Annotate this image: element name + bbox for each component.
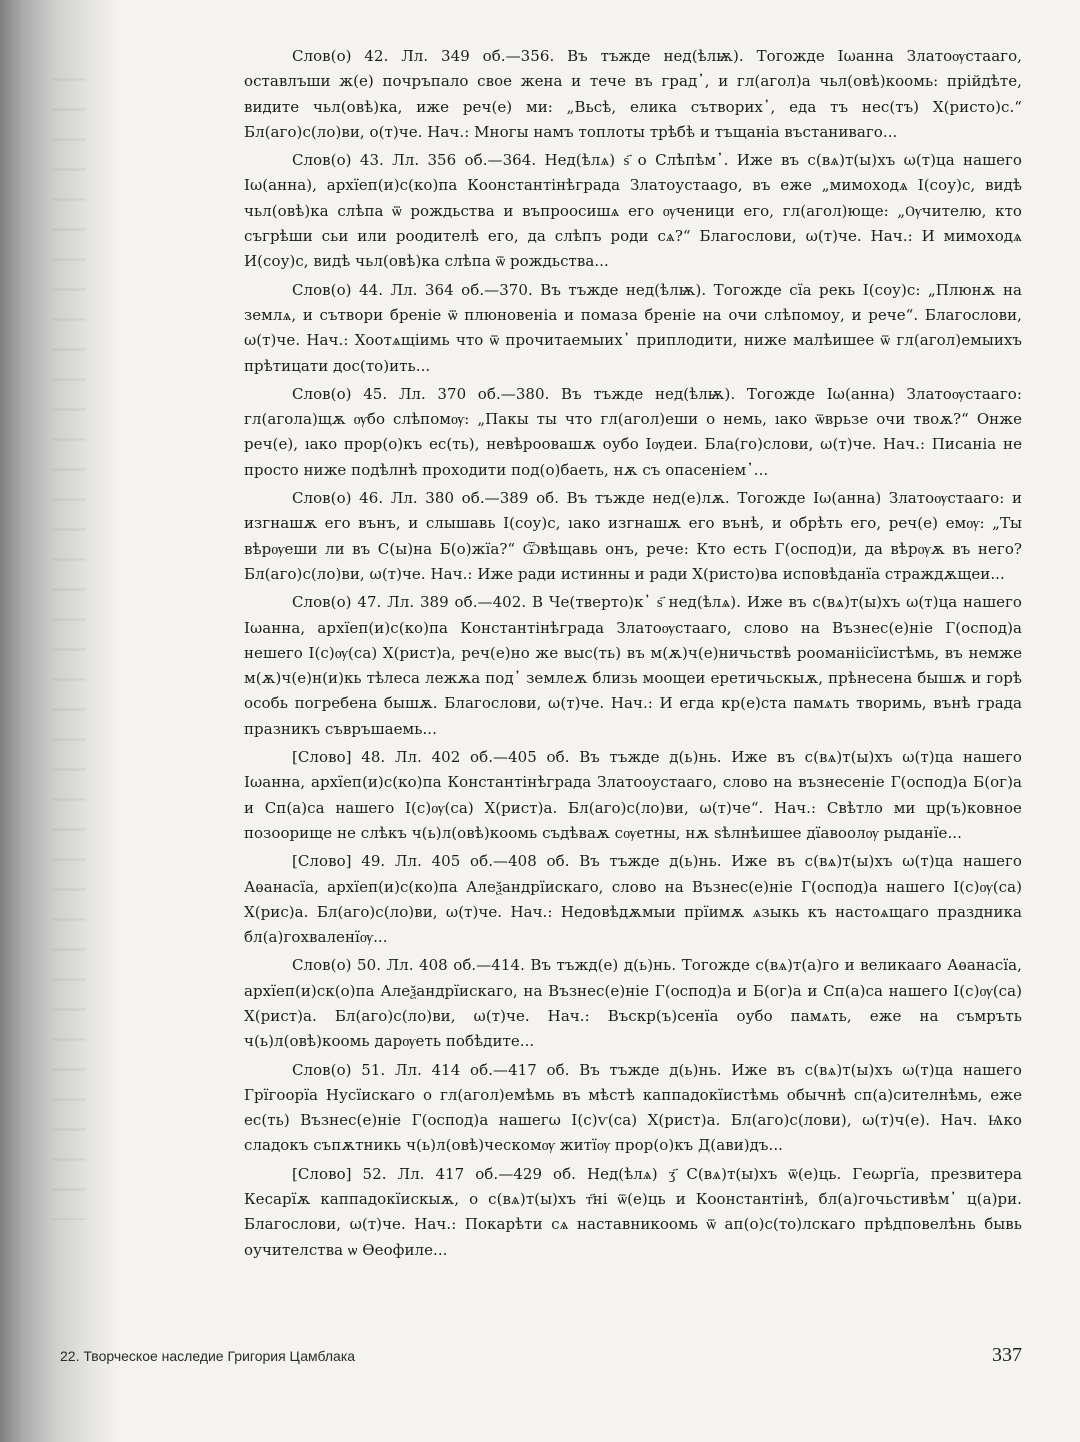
- entry-slovo-51: Слов(о) 51. Лл. 414 об.—417 об. Въ тъжде д(ь)нь. Иже въ с(вѧ)т(ы)хъ ω(т)ца нашего Грїгоорїа Нусїискаго о гл(агол)емѣмь въ мѣстѣ каппадокїистѣмь обычнѣ сп(а)сителнѣмь, еже ес(ть) Възнес(е)ніе Г(оспод)а нашегω І(с)ѵ(са) Х(рист)а. Бл(аго)с(лови), ω(т)ч(е). Нач. Ѩко сладокъ съпѫтникь ч(ь)л(овѣ)ческомѹ житїѹ прор(о)къ Д(ави)дъ...: [244, 1060, 1022, 1155]
- entry-slovo-45: Слов(о) 45. Лл. 370 об.—380. Въ тъжде нед(ѣлѭ). Тогожде Іω(анна) Златоѹстааго: гл(агола)щѫ ѹбо слѣпомѹ: „Пакы ты что гл(агол)еши о немь, ıако ѿврьзе очи твоѫ?“ Онже реч(е), ıако прор(о)къ ес(ть), невѣрoовашѫ оубо Іѹдеи. Бла(го)слови, ω(т)че. Нач.: Писаніа не просто ниже подѣлнѣ проходити под(о)баеть, нѫ съ опасеніем᾿...: [244, 384, 1022, 479]
- running-footer-title: 22. Творческое наследие Григория Цамблака: [60, 1348, 356, 1364]
- facing-page-bleed: [52, 60, 86, 1220]
- entry-slovo-44: Слов(о) 44. Лл. 364 об.—370. Въ тъжде нед(ѣлѭ). Тогожде сїа рекь І(соу)с: „Плюнѫ на землѧ, и сътвори бреніе ѿ плюновеніа и помаза бреніе на очи слѣпомоу, и рече“. Благослови, ω(т)че. Нач.: Хоотѧщіимь что ѿ прочитаемыих᾿ приплодити, ниже малѣишее ѿ гл(агол)емыихъ прѣтицати дос(то)ить...: [244, 280, 1022, 375]
- entry-slovo-48: [Слово] 48. Лл. 402 об.—405 об. Въ тъжде д(ь)нь. Иже въ с(вѧ)т(ы)хъ ω(т)ца нашего Іωанна, архїеп(и)с(ко)па Константінѣграда Златооустааго, слово на възнесеніе Г(оспод)а Б(ог)а и Сп(а)са нашего І(с)ѹ(са) Х(рист)а. Бл(аго)с(ло)ви, ω(т)че“. Нач.: Свѣтло ми цр(ъ)ковное позоорище не слѣкъ ч(ь)л(овѣ)коомь съдѣваѫ сѹетны, нѫ ѕѣлнѣишее дїавоолѹ рыданїе...: [244, 748, 1022, 842]
- entry-slovo-52: [Слово] 52. Лл. 417 об.—429 об. Нед(ѣлѧ) ӡ҃ С(вѧ)т(ы)хъ ѿ(е)ць. Геωргїа, презвитера Кесарїѫ каппадокїискыѫ, о с(вѧ)т(ы)хъ т҃ні ѿ(е)ць и Кoонстантінѣ, бл(а)гочьстивѣм᾿ ц(а)ри. Благослови, ω(т)че. Нач.: Покарѣти сѧ наставникоомь ѿ ап(о)с(то)лскаго прѣдповелѣнь бывь оучителства ѡ Ѳеофиле...: [244, 1164, 1022, 1259]
- entry-slovo-50: Слов(о) 50. Лл. 408 об.—414. Въ тъжд(е) д(ь)нь. Тогожде с(вѧ)т(а)го и великааго Аѳанасїа, архїеп(и)ск(о)па Алеѯандрїискаго, на Възнес(е)ніе Г(оспод)а и Б(ог)а и Сп(а)са нашего І(с)ѹ(са) Х(рист)а. Бл(аго)с(ло)ви, ω(т)че. Нач.: Въскр(ъ)сенїа оубо памѧть, еже на съмръть ч(ь)л(овѣ)коомь дарѹеть побѣдите...: [244, 956, 1022, 1051]
- entry-slovo-47: Слов(о) 47. Лл. 389 об.—402. В Че(тверто)к᾿ ѕ҃ нед(ѣлѧ). Иже въ с(вѧ)т(ы)хъ ω(т)ца нашего Іωанна, архїеп(и)с(ко)па Константінѣграда Златоѹстааго, слово на Възнес(е)ніе Г(оспод)а нешего І(с)ѹ(са) Х(рист)а, реч(е)но же выс(ть) въ м(ѫ)ч(е)ничьствѣ рооманіісїистѣмь, въ немже м(ѫ)ч(е)н(и)кь тѣлеса лежѫа под᾿ землеѫ близь моощеи еретичьскыѫ, прѣнесена бышѫ и горѣ особь погребена бышѫ. Благослови, ω(т)че. Нач.: И егда кр(е)ста памѧть творимь, вънѣ града празникъ съвръшаемь...: [244, 593, 1022, 738]
- entry-slovo-42: Слов(о) 42. Лл. 349 об.—356. Въ тъжде нед(ѣлѭ). Тогожде Іωанна Златоѹстааго, оставлъши ж(е) почръпало свое жена и тече въ град᾿, и гл(агол)а чьл(овѣ)коомь: прійдѣте, видите чьл(овѣ)ка, иже реч(е) ми: „Вьсѣ, елика сътворих᾿, еда тъ нес(тъ) Х(ристо)с.“ Бл(аго)с(ло)ви, о(т)че. Нач.: Многы намъ топлоты трѣбѣ и тъщаніа въстаниваго...: [244, 47, 1022, 141]
- catalog-text: [244, 44, 1022, 1266]
- entry-slovo-49: [Слово] 49. Лл. 405 об.—408 об. Въ тъжде д(ь)нь. Иже въ с(вѧ)т(ы)хъ ω(т)ца нашего Аѳанасїа, архїеп(и)с(ко)па Алеѯандрїискаго, слово на Възнес(е)ніе Г(оспод)а нашего І(с)ѹ(са) Х(рис)а. Бл(аго)с(ло)ви, ω(т)че. Нач.: Недовѣдѫмыи прїимѫ ѧзыкь къ настоѧщаго праздника бл(а)гохваленїѹ...: [244, 852, 1022, 947]
- entry-slovo-46: Слов(о) 46. Лл. 380 об.—389 об. Въ тъжде нед(е)лѫ. Тогожде Іω(анна) Златоѹстааго: и изгнашѫ его вънъ, и слышавь І(соу)с, ıако изгнашѫ его вънѣ, и обрѣть его, реч(е) емѹ: „Ты вѣрѹеши ли въ С(ы)на Б(о)жїа?“ Ѿвѣщавь онъ, рече: Кто есть Г(оспод)и, да вѣрѹѫ въ него? Бл(аго)с(ло)ви, ω(т)че. Нач.: Иже ради истинны и ради Х(ристо)ва исповѣданїа страждѫщеи...: [244, 489, 1022, 583]
- entry-slovo-43: Слов(о) 43. Лл. 356 об.—364. Нед(ѣлѧ) ѕ҃ о Слѣпѣм᾿. Иже въ с(вѧ)т(ы)хъ ω(т)ца нашего Іω(анна), архїеп(и)с(ко)па Кoонстантінѣграда Златоустаago, въ еже „мимоходѧ І(соу)с, видѣ чьл(овѣ)ка слѣпа ѿ рождьства и въпроосишѧ его ѹченици его, гл(агол)ющe: „Ѹчителю, кто съгрѣши сьи или рoодителѣ его, да слѣпъ роди сѧ?“ Благослови, ω(т)че. Нач.: И мимоходѧ И(соу)с, видѣ чьл(овѣ)ка слѣпа ѿ рождьства...: [244, 151, 1022, 271]
- page-number: 337: [992, 1344, 1022, 1366]
- page-footer: [60, 1344, 1022, 1367]
